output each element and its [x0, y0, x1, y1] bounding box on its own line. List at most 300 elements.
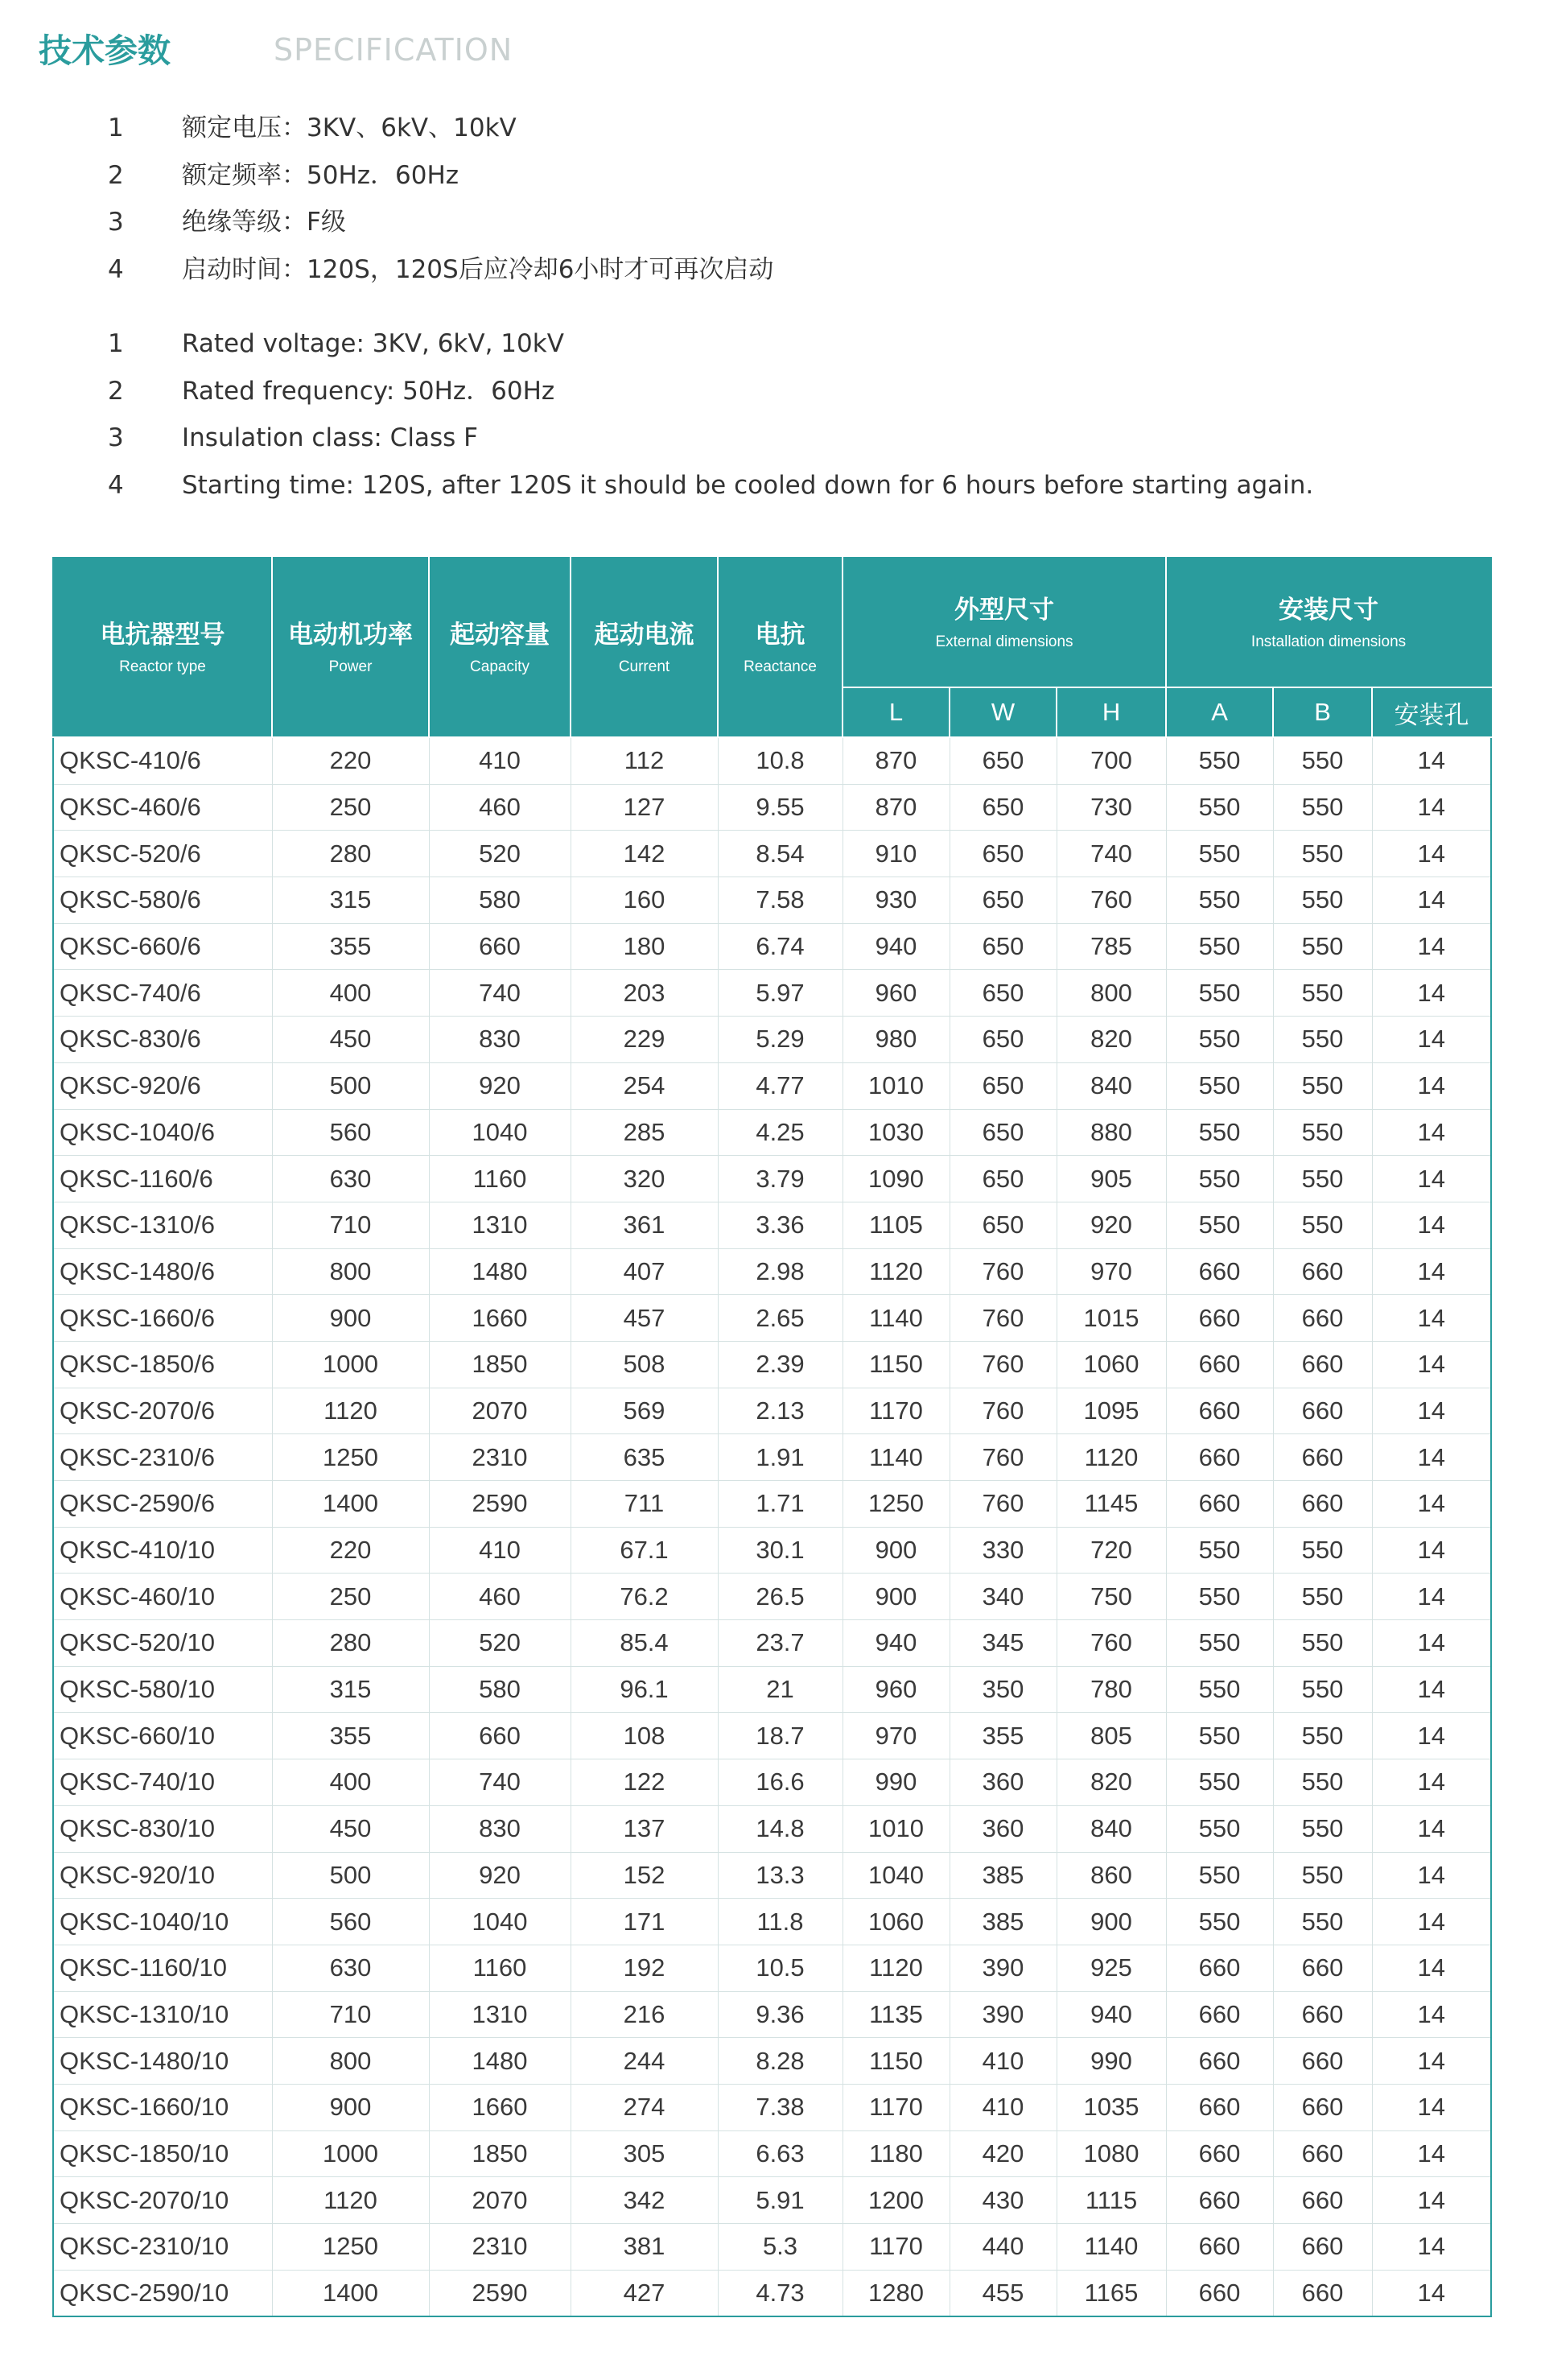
power-cell: 450 [272, 1805, 429, 1852]
l-cell: 900 [843, 1574, 950, 1620]
table-row [53, 1759, 1491, 1806]
w-cell: 650 [950, 1202, 1057, 1248]
hole-cell: 14 [1372, 831, 1491, 877]
current-cell: 361 [571, 1202, 718, 1248]
hole-cell: 14 [1372, 1945, 1491, 1991]
l-cell: 1200 [843, 2177, 950, 2224]
h-cell: 780 [1057, 1666, 1166, 1713]
w-cell: 355 [950, 1713, 1057, 1759]
h-cell: 880 [1057, 1109, 1166, 1156]
capacity-cell: 1310 [429, 1991, 571, 2038]
spec-item [108, 462, 1313, 509]
spec-table-container [52, 557, 1490, 2317]
w-cell: 455 [950, 2270, 1057, 2316]
l-cell: 1250 [843, 1481, 950, 1528]
h-cell: 860 [1057, 1852, 1166, 1899]
header-capacity [429, 558, 571, 737]
hole-cell: 14 [1372, 784, 1491, 831]
header-label-en: Capacity [470, 658, 529, 675]
h-cell: 900 [1057, 1899, 1166, 1945]
a-cell: 660 [1166, 2270, 1273, 2316]
reactance-cell: 9.55 [718, 784, 843, 831]
power-cell: 315 [272, 1666, 429, 1713]
h-cell: 1035 [1057, 2084, 1166, 2130]
current-cell: 244 [571, 2038, 718, 2085]
l-cell: 1150 [843, 1341, 950, 1388]
hole-cell: 14 [1372, 1899, 1491, 1945]
reactance-cell: 26.5 [718, 1574, 843, 1620]
l-cell: 1010 [843, 1805, 950, 1852]
power-cell: 710 [272, 1202, 429, 1248]
b-cell: 550 [1273, 1713, 1372, 1759]
current-cell: 203 [571, 970, 718, 1017]
h-cell: 760 [1057, 1620, 1166, 1667]
l-cell: 1140 [843, 1295, 950, 1342]
a-cell: 660 [1166, 1434, 1273, 1481]
hole-cell: 14 [1372, 1388, 1491, 1434]
header-label-en: Current [618, 658, 670, 675]
header-label-cn: 电抗器型号 [100, 620, 225, 649]
hole-cell: 14 [1372, 1481, 1491, 1528]
h-cell: 1060 [1057, 1341, 1166, 1388]
reactance-cell: 5.29 [718, 1017, 843, 1063]
capacity-cell: 1850 [429, 1341, 571, 1388]
w-cell: 410 [950, 2084, 1057, 2130]
spec-number: 3 [108, 423, 124, 452]
l-cell: 1105 [843, 1202, 950, 1248]
spec-number: 1 [108, 329, 124, 358]
w-cell: 350 [950, 1666, 1057, 1713]
power-cell: 500 [272, 1852, 429, 1899]
a-cell: 550 [1166, 1852, 1273, 1899]
b-cell: 550 [1273, 923, 1372, 970]
l-cell: 1135 [843, 1991, 950, 2038]
current-cell: 457 [571, 1295, 718, 1342]
l-cell: 1150 [843, 2038, 950, 2085]
w-cell: 360 [950, 1805, 1057, 1852]
capacity-cell: 1160 [429, 1945, 571, 1991]
power-cell: 900 [272, 2084, 429, 2130]
reactance-cell: 2.39 [718, 1341, 843, 1388]
table-row [53, 1991, 1491, 2038]
l-cell: 1120 [843, 1248, 950, 1295]
header-label-cn: 电动机功率 [288, 620, 413, 649]
b-cell: 660 [1273, 2177, 1372, 2224]
l-cell: 990 [843, 1759, 950, 1806]
w-cell: 650 [950, 784, 1057, 831]
power-cell: 560 [272, 1109, 429, 1156]
hole-cell: 14 [1372, 1341, 1491, 1388]
b-cell: 550 [1273, 1805, 1372, 1852]
table-row [53, 1109, 1491, 1156]
b-cell: 550 [1273, 1574, 1372, 1620]
power-cell: 1000 [272, 2130, 429, 2177]
h-cell: 940 [1057, 1991, 1166, 2038]
power-cell: 900 [272, 1295, 429, 1342]
l-cell: 1030 [843, 1109, 950, 1156]
w-cell: 650 [950, 831, 1057, 877]
header-label-en: Reactance [744, 658, 817, 675]
capacity-cell: 460 [429, 1574, 571, 1620]
hole-cell: 14 [1372, 2270, 1491, 2316]
reactance-cell: 30.1 [718, 1527, 843, 1574]
a-cell: 660 [1166, 1341, 1273, 1388]
reactance-cell: 1.91 [718, 1434, 843, 1481]
w-cell: 430 [950, 2177, 1057, 2224]
table-row [53, 737, 1491, 784]
reactance-cell: 4.73 [718, 2270, 843, 2316]
table-row [53, 970, 1491, 1017]
w-cell: 330 [950, 1527, 1057, 1574]
b-cell: 660 [1273, 1434, 1372, 1481]
table-row [53, 1341, 1491, 1388]
h-cell: 760 [1057, 877, 1166, 924]
b-cell: 660 [1273, 1341, 1372, 1388]
power-cell: 315 [272, 877, 429, 924]
capacity-cell: 1160 [429, 1156, 571, 1202]
header-label-en: Installation dimensions [1250, 633, 1407, 650]
l-cell: 910 [843, 831, 950, 877]
header-reactance [718, 558, 843, 737]
model-cell: QKSC-920/6 [53, 1062, 272, 1109]
current-cell: 342 [571, 2177, 718, 2224]
a-cell: 660 [1166, 2084, 1273, 2130]
model-cell: QKSC-2590/10 [53, 2270, 272, 2316]
capacity-cell: 2310 [429, 1434, 571, 1481]
model-cell: QKSC-1160/10 [53, 1945, 272, 1991]
l-cell: 980 [843, 1017, 950, 1063]
capacity-cell: 2070 [429, 1388, 571, 1434]
model-cell: QKSC-660/10 [53, 1713, 272, 1759]
reactance-cell: 3.79 [718, 1156, 843, 1202]
h-cell: 990 [1057, 2038, 1166, 2085]
spec-item [108, 152, 773, 200]
hole-cell: 14 [1372, 1434, 1491, 1481]
capacity-cell: 1480 [429, 1248, 571, 1295]
h-cell: 1115 [1057, 2177, 1166, 2224]
l-cell: 1060 [843, 1899, 950, 1945]
header-installation-dimensions [1166, 558, 1491, 687]
b-cell: 550 [1273, 1759, 1372, 1806]
capacity-cell: 1660 [429, 2084, 571, 2130]
capacity-cell: 660 [429, 923, 571, 970]
hole-cell: 14 [1372, 970, 1491, 1017]
reactance-cell: 1.71 [718, 1481, 843, 1528]
capacity-cell: 1850 [429, 2130, 571, 2177]
h-cell: 820 [1057, 1017, 1166, 1063]
capacity-cell: 1660 [429, 1295, 571, 1342]
a-cell: 660 [1166, 1248, 1273, 1295]
capacity-cell: 2590 [429, 2270, 571, 2316]
capacity-cell: 1310 [429, 1202, 571, 1248]
a-cell: 550 [1166, 877, 1273, 924]
table-row [53, 1945, 1491, 1991]
w-cell: 760 [950, 1248, 1057, 1295]
current-cell: 192 [571, 1945, 718, 1991]
table-row [53, 1574, 1491, 1620]
current-cell: 137 [571, 1805, 718, 1852]
power-cell: 800 [272, 1248, 429, 1295]
reactance-cell: 5.3 [718, 2224, 843, 2271]
table-row [53, 2177, 1491, 2224]
w-cell: 420 [950, 2130, 1057, 2177]
current-cell: 152 [571, 1852, 718, 1899]
a-cell: 660 [1166, 1481, 1273, 1528]
hole-cell: 14 [1372, 2177, 1491, 2224]
h-cell: 820 [1057, 1759, 1166, 1806]
model-cell: QKSC-1040/6 [53, 1109, 272, 1156]
header-label-cn: 安装尺寸 [1279, 595, 1379, 624]
hole-cell: 14 [1372, 2038, 1491, 2085]
power-cell: 1120 [272, 2177, 429, 2224]
capacity-cell: 520 [429, 831, 571, 877]
model-cell: QKSC-2310/10 [53, 2224, 272, 2271]
w-cell: 650 [950, 737, 1057, 784]
l-cell: 940 [843, 923, 950, 970]
current-cell: 407 [571, 1248, 718, 1295]
current-cell: 76.2 [571, 1574, 718, 1620]
reactance-cell: 10.8 [718, 737, 843, 784]
model-cell: QKSC-1660/6 [53, 1295, 272, 1342]
power-cell: 560 [272, 1899, 429, 1945]
reactance-cell: 7.38 [718, 2084, 843, 2130]
power-cell: 250 [272, 784, 429, 831]
reactance-cell: 8.28 [718, 2038, 843, 2085]
current-cell: 171 [571, 1899, 718, 1945]
h-cell: 720 [1057, 1527, 1166, 1574]
capacity-cell: 520 [429, 1620, 571, 1667]
power-cell: 630 [272, 1156, 429, 1202]
w-cell: 650 [950, 970, 1057, 1017]
a-cell: 550 [1166, 970, 1273, 1017]
h-cell: 785 [1057, 923, 1166, 970]
model-cell: QKSC-740/10 [53, 1759, 272, 1806]
spec-text: Rated voltage: 3KV, 6kV, 10kV [182, 329, 564, 358]
w-cell: 440 [950, 2224, 1057, 2271]
b-cell: 660 [1273, 2038, 1372, 2085]
hole-cell: 14 [1372, 1156, 1491, 1202]
header-current [571, 558, 718, 737]
w-cell: 385 [950, 1852, 1057, 1899]
w-cell: 760 [950, 1341, 1057, 1388]
current-cell: 305 [571, 2130, 718, 2177]
table-row [53, 1852, 1491, 1899]
current-cell: 142 [571, 831, 718, 877]
model-cell: QKSC-1480/6 [53, 1248, 272, 1295]
spec-text: Rated frequency: 50Hz．60Hz [182, 376, 555, 406]
spec-list-en [108, 320, 1313, 509]
w-cell: 650 [950, 877, 1057, 924]
model-cell: QKSC-520/6 [53, 831, 272, 877]
spec-number: 3 [108, 208, 124, 237]
w-cell: 760 [950, 1295, 1057, 1342]
model-cell: QKSC-1310/6 [53, 1202, 272, 1248]
header-label-en: Reactor type [119, 658, 206, 675]
reactance-cell: 6.63 [718, 2130, 843, 2177]
capacity-cell: 920 [429, 1852, 571, 1899]
b-cell: 550 [1273, 1202, 1372, 1248]
table-row [53, 2084, 1491, 2130]
power-cell: 1250 [272, 1434, 429, 1481]
hole-cell: 14 [1372, 1202, 1491, 1248]
a-cell: 550 [1166, 1062, 1273, 1109]
spec-text: Insulation class: Class F [182, 423, 478, 452]
model-cell: QKSC-830/10 [53, 1805, 272, 1852]
power-cell: 1250 [272, 2224, 429, 2271]
spec-item [108, 105, 773, 152]
capacity-cell: 920 [429, 1062, 571, 1109]
current-cell: 711 [571, 1481, 718, 1528]
h-cell: 1140 [1057, 2224, 1166, 2271]
table-body [53, 737, 1491, 2316]
l-cell: 1170 [843, 2084, 950, 2130]
page-title-cn: 技术参数 [39, 31, 171, 70]
a-cell: 550 [1166, 737, 1273, 784]
a-cell: 550 [1166, 1017, 1273, 1063]
model-cell: QKSC-410/6 [53, 737, 272, 784]
w-cell: 345 [950, 1620, 1057, 1667]
l-cell: 930 [843, 877, 950, 924]
power-cell: 400 [272, 1759, 429, 1806]
model-cell: QKSC-740/6 [53, 970, 272, 1017]
spec-text: 额定电压：3KV、6kV、10kV [182, 113, 517, 142]
capacity-cell: 1040 [429, 1899, 571, 1945]
l-cell: 1170 [843, 2224, 950, 2271]
hole-cell: 14 [1372, 2224, 1491, 2271]
b-cell: 550 [1273, 970, 1372, 1017]
l-cell: 870 [843, 784, 950, 831]
current-cell: 67.1 [571, 1527, 718, 1574]
spec-item [108, 368, 1313, 415]
reactance-cell: 21 [718, 1666, 843, 1713]
a-cell: 550 [1166, 1899, 1273, 1945]
reactance-cell: 4.25 [718, 1109, 843, 1156]
h-cell: 730 [1057, 784, 1166, 831]
table-row [53, 1248, 1491, 1295]
spec-table [52, 557, 1492, 2317]
table-row [53, 2270, 1491, 2316]
current-cell: 381 [571, 2224, 718, 2271]
table-row [53, 831, 1491, 877]
power-cell: 220 [272, 1527, 429, 1574]
table-row [53, 2224, 1491, 2271]
capacity-cell: 410 [429, 1527, 571, 1574]
model-cell: QKSC-520/10 [53, 1620, 272, 1667]
a-cell: 550 [1166, 1156, 1273, 1202]
h-cell: 905 [1057, 1156, 1166, 1202]
power-cell: 500 [272, 1062, 429, 1109]
l-cell: 1170 [843, 1388, 950, 1434]
model-cell: QKSC-460/10 [53, 1574, 272, 1620]
hole-cell: 14 [1372, 1620, 1491, 1667]
table-row [53, 1666, 1491, 1713]
capacity-cell: 460 [429, 784, 571, 831]
header-label-cn: 起动电流 [594, 620, 694, 649]
h-cell: 1080 [1057, 2130, 1166, 2177]
header-mounting-hole: 安装孔 [1372, 687, 1491, 737]
hole-cell: 14 [1372, 1574, 1491, 1620]
current-cell: 229 [571, 1017, 718, 1063]
reactance-cell: 10.5 [718, 1945, 843, 1991]
table-row [53, 1481, 1491, 1528]
header-reactor-type [53, 558, 272, 737]
spec-number: 4 [108, 254, 124, 284]
table-row [53, 1899, 1491, 1945]
h-cell: 1165 [1057, 2270, 1166, 2316]
current-cell: 508 [571, 1341, 718, 1388]
b-cell: 550 [1273, 877, 1372, 924]
page-title-en: SPECIFICATION [274, 32, 513, 68]
header-label-cn: 电抗 [755, 620, 805, 649]
header-external-dimensions [843, 558, 1166, 687]
hole-cell: 14 [1372, 1017, 1491, 1063]
model-cell: QKSC-1310/10 [53, 1991, 272, 2038]
current-cell: 635 [571, 1434, 718, 1481]
reactance-cell: 13.3 [718, 1852, 843, 1899]
b-cell: 550 [1273, 1017, 1372, 1063]
reactance-cell: 8.54 [718, 831, 843, 877]
spec-item [108, 199, 773, 246]
w-cell: 340 [950, 1574, 1057, 1620]
header-w: W [950, 687, 1057, 737]
capacity-cell: 2590 [429, 1481, 571, 1528]
hole-cell: 14 [1372, 2084, 1491, 2130]
model-cell: QKSC-460/6 [53, 784, 272, 831]
hole-cell: 14 [1372, 2130, 1491, 2177]
capacity-cell: 830 [429, 1017, 571, 1063]
capacity-cell: 580 [429, 1666, 571, 1713]
current-cell: 569 [571, 1388, 718, 1434]
h-cell: 970 [1057, 1248, 1166, 1295]
header-label-cn: 起动容量 [450, 620, 550, 649]
model-cell: QKSC-1040/10 [53, 1899, 272, 1945]
table-row [53, 923, 1491, 970]
header-label-en: External dimensions [935, 633, 1073, 650]
power-cell: 450 [272, 1017, 429, 1063]
b-cell: 660 [1273, 1248, 1372, 1295]
b-cell: 660 [1273, 2270, 1372, 2316]
a-cell: 550 [1166, 1620, 1273, 1667]
power-cell: 1120 [272, 1388, 429, 1434]
h-cell: 1095 [1057, 1388, 1166, 1434]
hole-cell: 14 [1372, 877, 1491, 924]
reactance-cell: 6.74 [718, 923, 843, 970]
a-cell: 660 [1166, 1295, 1273, 1342]
w-cell: 385 [950, 1899, 1057, 1945]
hole-cell: 14 [1372, 1109, 1491, 1156]
hole-cell: 14 [1372, 1759, 1491, 1806]
l-cell: 1280 [843, 2270, 950, 2316]
table-row [53, 1388, 1491, 1434]
current-cell: 112 [571, 737, 718, 784]
model-cell: QKSC-1850/10 [53, 2130, 272, 2177]
spec-item [108, 246, 773, 294]
l-cell: 970 [843, 1713, 950, 1759]
reactance-cell: 14.8 [718, 1805, 843, 1852]
b-cell: 660 [1273, 2084, 1372, 2130]
current-cell: 127 [571, 784, 718, 831]
hole-cell: 14 [1372, 923, 1491, 970]
table-row [53, 1062, 1491, 1109]
header-label-en: Power [328, 658, 373, 675]
l-cell: 870 [843, 737, 950, 784]
hole-cell: 14 [1372, 1991, 1491, 2038]
table-row [53, 1017, 1491, 1063]
b-cell: 550 [1273, 784, 1372, 831]
l-cell: 1140 [843, 1434, 950, 1481]
capacity-cell: 410 [429, 737, 571, 784]
w-cell: 760 [950, 1481, 1057, 1528]
